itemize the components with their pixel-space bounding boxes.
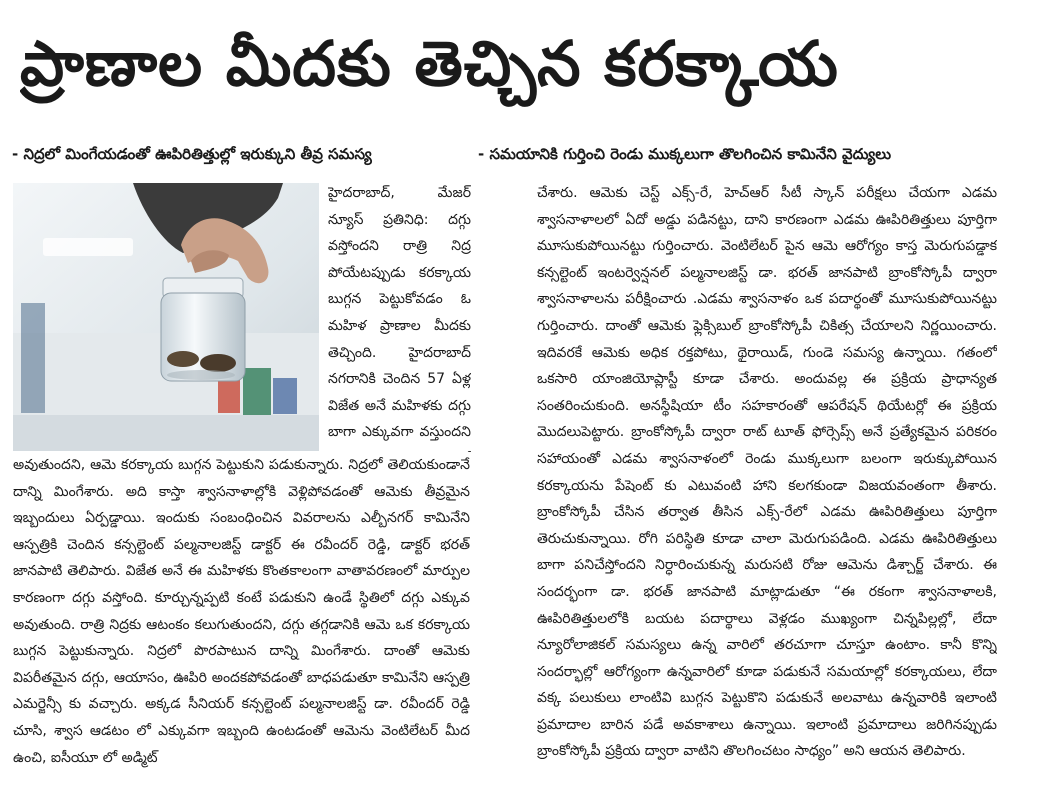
article-paragraph: అవుతుందని, ఆమె కరక్కాయ బుగ్గన పెట్టుకుని పడుకున్నారు. నిద్రలో తెలియకుండానే దాన్ని మింగేశారు. అది కాస్తా శ్వాసనాళాల్లోకి వెళ్లిపోవడంతో ఆమెకు తీవ్రమైన ఇబ్బందులు ఏర్పడ్డాయి. ఇందుకు సంబంధించిన వివరాలను ఎల్బీనగర్ కామినేని ఆస్పత్రికి చెందిన కన్సల్టెంట్ పల్మనాలజిస్ట్ డాక్టర్ ఈ రవీందర్ రెడ్డి, డాక్టర్ భరత్ జానపాటి తెలిపారు. విజేత అనే ఈ మహిళకు కొంతకాలంగా వాతావరణంలో మార్పుల కారణంగా దగ్గు వస్తోంది. కూర్చున్నప్పటి కంటే పడుకుని ఉండే స్థితిలో దగ్గు ఎక్కువ అవుతుంది. రాత్రి నిద్రకు ఆటంకం కలుగుతుందని, దగ్గు తగ్గడానికి ఆమె ఒక కరక్కాయ బుగ్గన పెట్టుకున్నారు. నిద్రలో పొరపాటున దాన్ని మింగేశారు. దాంతో ఆమెకు విపరీతమైన దగ్గు, ఆయాసం, ఊపిరి అందకపోవడంతో బాధపడుతూ కామినేని ఆస్పత్రి ఎమర్జెన్సీ కు వచ్చారు. అక్కడ సీనియర్ కన్సల్టెంట్ పల్మనాలజిస్ట్ డా. రవీందర్ రెడ్డి చూసి, శ్వాస ఆడటం లో ఎక్కువగా ఇబ్బంది ఉంటడంతో ఆమెను వెంటిలేటర్ మీద ఉంచి, ఐసీయూ లో అడ్మిట్ xyxy=(13,457,470,766)
article-column-left-bottom xyxy=(13,452,470,792)
article-column-right xyxy=(537,180,997,792)
hand-holding-specimen-jar-icon xyxy=(13,183,319,451)
subheading-right: - సమయానికి గుర్తించి రెండు ముక్కలుగా తొలగించిన కామినేని వైద్యులు xyxy=(478,145,892,163)
article-column-left-top xyxy=(328,180,471,452)
article-photo xyxy=(13,183,319,451)
article-headline: ప్రాణాల మీదకు తెచ్చిన కరక్కాయ xyxy=(20,27,839,100)
article-paragraph: హైదరాబాద్, మేజర్ న్యూస్ ప్రతినిధి: దగ్గు వస్తోందని రాత్రి నిద్ర పోయేటప్పుడు కరక్కాయ బుగ్గన పెట్టుకోవడం ఓ మహిళ ప్రాణాల మీదకు తెచ్చింది. హైదరాబాద్ నగరానికి చెందిన 57 ఏళ్ల విజేత అనే మహిళకు దగ్గు బాగా ఎక్కువగా వస్తుందని xyxy=(328,185,471,441)
article-paragraph: చేశారు. ఆమెకు చెస్ట్ ఎక్స్-రే, హెచ్ఆర్ సీటీ స్కాన్ పరీక్షలు చేయగా ఎడమ శ్వాసనాళాలలో ఏదో అడ్డు పడినట్టు, దాని కారణంగా ఎడమ ఊపిరితిత్తులు పూర్తిగా మూసుకుపోయినట్టు గుర్తించారు. వెంటిలేటర్ పైన ఆమె ఆరోగ్యం కాస్త మెరుగుపడ్డాక కన్సల్టెంట్ ఇంటర్వెన్షనల్ పల్మనాలజిస్ట్ డా. భరత్ జానపాటి బ్రాంకోస్కోపీ ద్వారా శ్వాసనాళాలను పరీక్షించారు .ఎడమ శ్వాసనాళం ఒక పదార్థంతో మూసుకుపోయినట్టు గుర్తించారు. దాంతో ఆమెకు ఫ్లెక్సిబుల్ బ్రాంకోస్కోపీ చికిత్స చేయాలని నిర్ణయించారు. ఇదివరకే ఆమెకు అధిక రక్తపోటు, థైరాయిడ్, గుండె సమస్య ఉన్నాయి. గతంలో ఒకసారి యాంజియోప్లాస్టీ కూడా చేశారు. అందువల్ల ఈ ప్రక్రియ ప్రాధాన్యత సంతరించుకుంది. అనస్థీషియా టీం సహకారంతో ఆపరేషన్ థియేటర్లో ఈ ప్రక్రియ మొదలుపెట్టారు. బ్రాంకోస్కోపీ ద్వారా రాట్ టూత్ ఫోర్సెప్స్ అనే ప్రత్యేకమైన పరికరం సహాయంతో ఎడమ శ్వాసనాళంలో రెండు ముక్కలుగా బలంగా ఇరుక్కుపోయిన కరక్కాయను పేషెంట్ కు ఎటువంటి హాని కలగకుండా విజయవంతంగా తీశారు. బ్రాంకోస్కోపీ చేసిన తర్వాత తీసిన ఎక్స్-రేలో ఎడమ ఊపిరితిత్తులు పూర్తిగా తెరుచుకున్నాయి. రోగి పరిస్థితి కూడా చాలా మెరుగుపడింది. ఎడమ ఊపిరితిత్తులు బాగా పనిచేస్తోందని నిర్ధారించుకున్న మరుసటి రోజు ఆమెను డిశ్చార్జ్ చేశారు. ఈ సందర్భంగా డా. భరత్ జానపాటి మాట్లాడుతూ “ఈ రకంగా శ్వాసనాళాలకి, ఊపిరితిత్తులలోకి బయట పదార్థాలు వెళ్లడం ముఖ్యంగా చిన్నపిల్లల్లో, లేదా న్యూరోలాజికల్ సమస్యలు ఉన్న వారిలో తరచూగా చూస్తూ ఉంటాం. కానీ కొన్ని సందర్భాల్లో ఆరోగ్యంగా ఉన్నవారిలో కూడా పడుకునే సమయాల్లో కరక్కాయలు, లేదా వక్క పలుకులు లాంటివి బుగ్గన పెట్టుకొని పడుకునే అలవాటు ఉన్నవారికి ఇలాంటి ప్రమాదాల బారిన పడే అవకాశాలు ఉన్నాయి. ఇలాంటి ప్రమాదాలు జరిగినప్పుడు బ్రాంకోస్కోపీ ప్రక్రియ ద్వారా వాటిని తొలగించటం సాధ్యం” అని ఆయన తెలిపారు. xyxy=(537,185,997,760)
subheading-left: - నిద్రలో మింగేయడంతో ఊపిరితిత్తుల్లో ఇరుక్కుని తీవ్ర సమస్య xyxy=(12,145,372,163)
